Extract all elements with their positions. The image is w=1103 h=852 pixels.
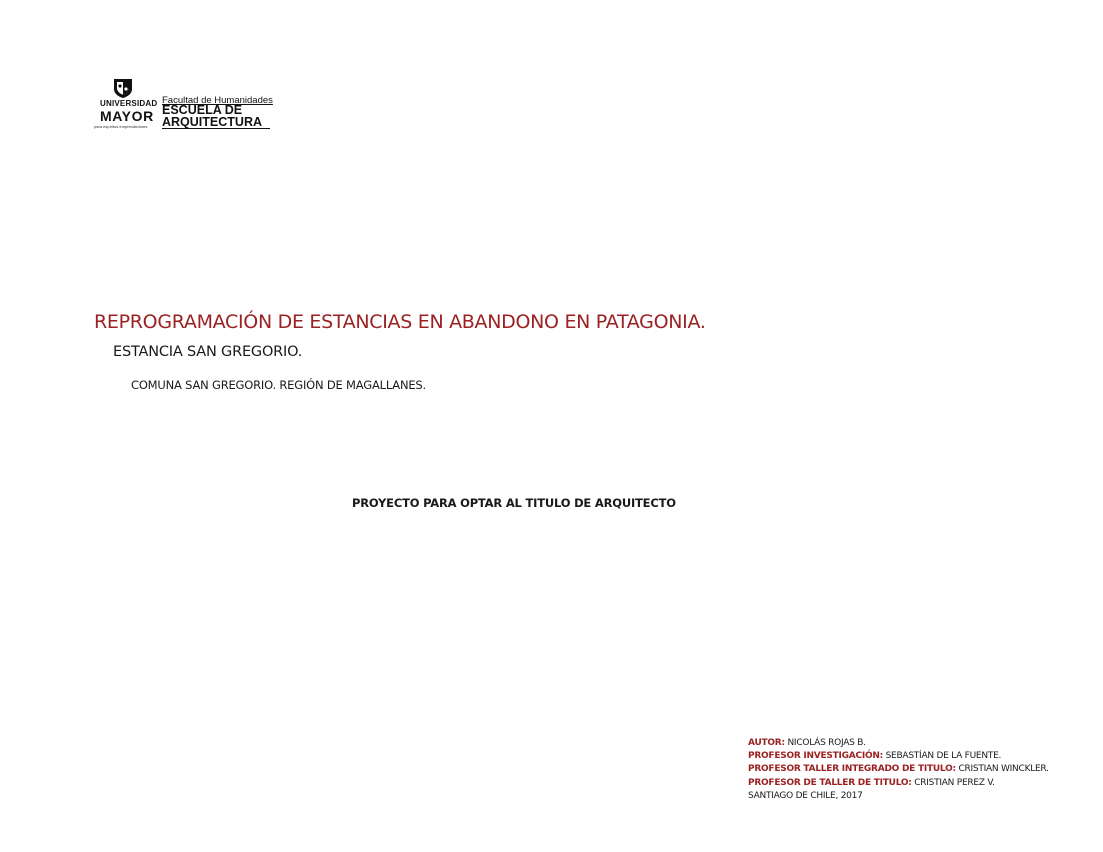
credit-research-label: PROFESOR INVESTIGACIÓN: xyxy=(748,751,883,762)
university-shield-icon xyxy=(112,77,134,99)
university-name: UNIVERSIDAD xyxy=(100,99,158,108)
credit-research-value: SEBASTÍAN DE LA FUENTE. xyxy=(882,751,1002,762)
document-subtitle: ESTANCIA SAN GREGORIO. xyxy=(113,344,303,360)
credit-integrated-value: CRISTIAN WINCKLER. xyxy=(955,764,1049,775)
credits-block xyxy=(748,737,1049,803)
project-purpose: PROYECTO PARA OPTAR AL TITULO DE ARQUITECTO xyxy=(352,496,676,510)
credit-workshop-professor xyxy=(748,777,1049,790)
university-tagline: para espíritus emprendedores xyxy=(94,124,148,129)
document-title: REPROGRAMACIÓN DE ESTANCIAS EN ABANDONO EN PATAGONIA. xyxy=(94,311,706,333)
credit-workshop-label: PROFESOR DE TALLER DE TITULO: xyxy=(748,777,912,788)
university-logo xyxy=(94,77,274,133)
university-name-mayor: MAYOR xyxy=(100,108,154,124)
credit-author xyxy=(748,737,1049,750)
credit-workshop-value: CRISTIAN PEREZ V. xyxy=(911,777,995,788)
faculty-name: Facultad de Humanidades xyxy=(162,95,273,106)
document-location: COMUNA SAN GREGORIO. REGIÓN DE MAGALLANES. xyxy=(131,378,426,392)
credit-integrated-label: PROFESOR TALLER INTEGRADO DE TITULO: xyxy=(748,764,956,775)
credit-integrated-professor xyxy=(748,763,1049,776)
credit-author-label: AUTOR: xyxy=(748,738,785,748)
credit-place-date: SANTIAGO DE CHILE, 2017 xyxy=(748,790,863,801)
credit-research-professor xyxy=(748,750,1049,763)
credit-author-value: NICOLÁS ROJAS B. xyxy=(784,738,866,748)
school-name-line1: ESCUELA DE xyxy=(162,103,243,117)
school-name-line2: ARQUITECTURA xyxy=(162,116,270,129)
